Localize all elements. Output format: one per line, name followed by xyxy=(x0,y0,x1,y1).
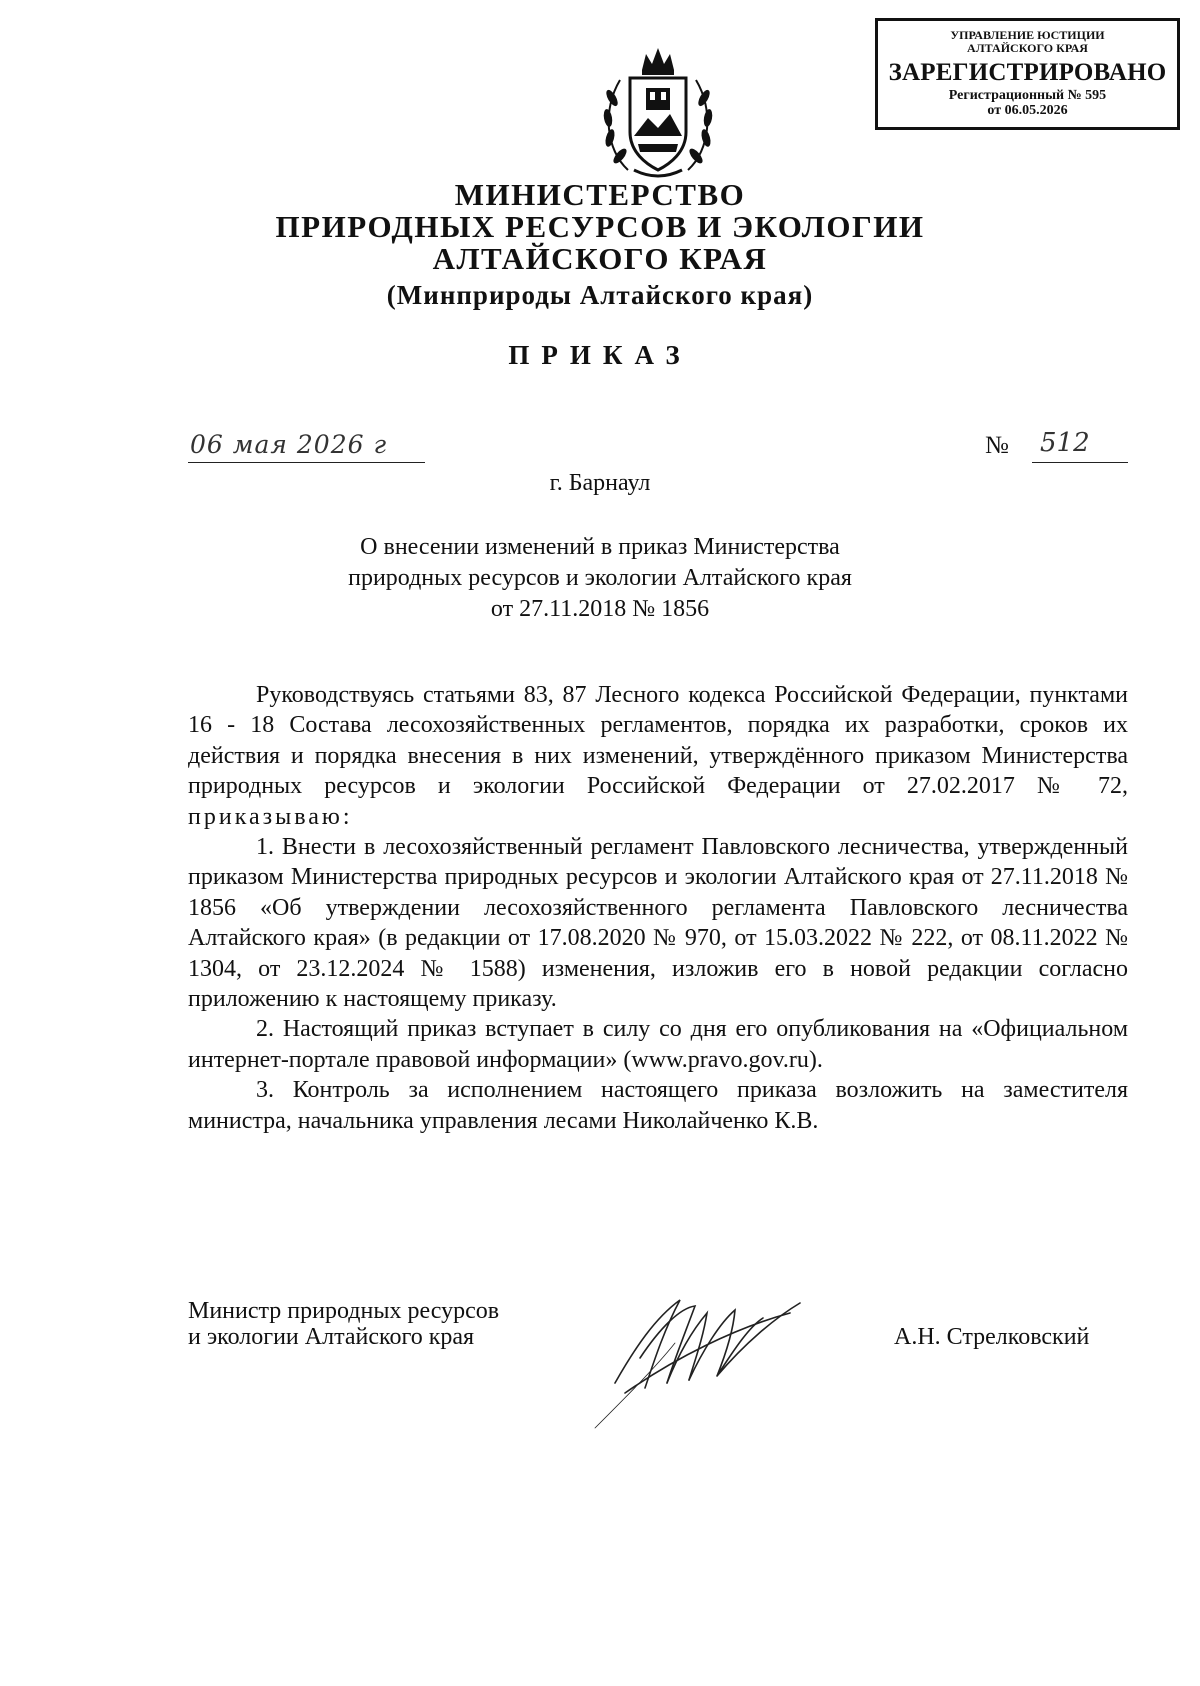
order-item-1: 1. Внести в лесохозяйственный регламент Павловского лесничества, утвержденный приказом Министерства природных ресурсов и экологии Алтайского края от 27.11.2018 № 1856 «Об утверждении лесохозяйственного регламента Павловского лесничества Алтайского края» (в редакции от 17.08.2020 № 970, от 15.03.2022 № 222, от 08.11.2022 № 1304, от 23.12.2024 № 1588) изменения, изложив его в новой редакции согласно приложению к настоящему приказу. xyxy=(188,834,1128,1013)
stamp-reg-date: от 06.05.2026 xyxy=(987,103,1068,119)
order-body xyxy=(188,680,1128,1136)
order-number-handwritten: 512 xyxy=(1040,428,1090,458)
subject-line-2: природных ресурсов и экологии Алтайского края xyxy=(348,565,852,591)
order-item-2: 2. Настоящий приказ вступает в силу со дня его опубликования на «Официальном интернет-портале правовой информации» (www.pravo.gov.ru). xyxy=(188,1016,1128,1073)
subject-line-1: О внесении изменений в приказ Министерства xyxy=(360,534,840,560)
decree-word: приказываю: xyxy=(188,803,353,830)
signatory-position-line-2: и экологии Алтайского края xyxy=(188,1324,475,1350)
preamble-paragraph xyxy=(188,680,1128,832)
number-underline xyxy=(1032,462,1128,463)
coat-of-arms-icon xyxy=(598,40,718,182)
document-type-title: ПРИКАЗ xyxy=(508,340,692,370)
subject-line-3: от 27.11.2018 № 1856 xyxy=(490,596,710,622)
ministry-name-line-2: ПРИРОДНЫХ РЕСУРСОВ И ЭКОЛОГИИ xyxy=(275,209,925,244)
date-underline xyxy=(188,462,425,463)
signatory-position xyxy=(188,1298,499,1350)
ministry-short-name: (Минприроды Алтайского края) xyxy=(386,280,814,310)
stamp-organization: УПРАВЛЕНИЕ ЮСТИЦИИ АЛТАЙСКОГО КРАЯ xyxy=(950,28,1105,55)
order-number-label: № xyxy=(985,432,1009,459)
signatory-name: А.Н. Стрелковский xyxy=(894,1324,1090,1350)
order-date-handwritten: 06 мая 2026 г xyxy=(190,430,388,459)
ministry-name-line-3: АЛТАЙСКОГО КРАЯ xyxy=(432,241,768,276)
city: г. Барнаул xyxy=(549,470,651,496)
stamp-status: ЗАРЕГИСТРИРОВАНО xyxy=(888,59,1167,87)
order-subject xyxy=(300,532,900,625)
preamble-text: Руководствуясь статьями 83, 87 Лесного кодекса Российской Федерации, пунктами 16 - 18 Состава лесохозяйственных регламентов, порядка их разработки, сроков их действия и порядка внесения в них изменений, утверждённого приказом Министерства природных ресурсов и экологии Российской Федерации от 27.02.2017 № 72, xyxy=(188,682,1128,800)
handwritten-signature xyxy=(585,1288,865,1438)
stamp-reg-number: Регистрационный № 595 xyxy=(948,88,1107,104)
ministry-name-line-1: МИНИСТЕРСТВО xyxy=(454,177,746,212)
signatory-position-line-1: Министр природных ресурсов xyxy=(188,1298,500,1324)
registration-stamp xyxy=(875,18,1180,130)
order-item-3: 3. Контроль за исполнением настоящего приказа возложить на заместителя министра, начальника управления лесами Николайченко К.В. xyxy=(188,1077,1128,1134)
